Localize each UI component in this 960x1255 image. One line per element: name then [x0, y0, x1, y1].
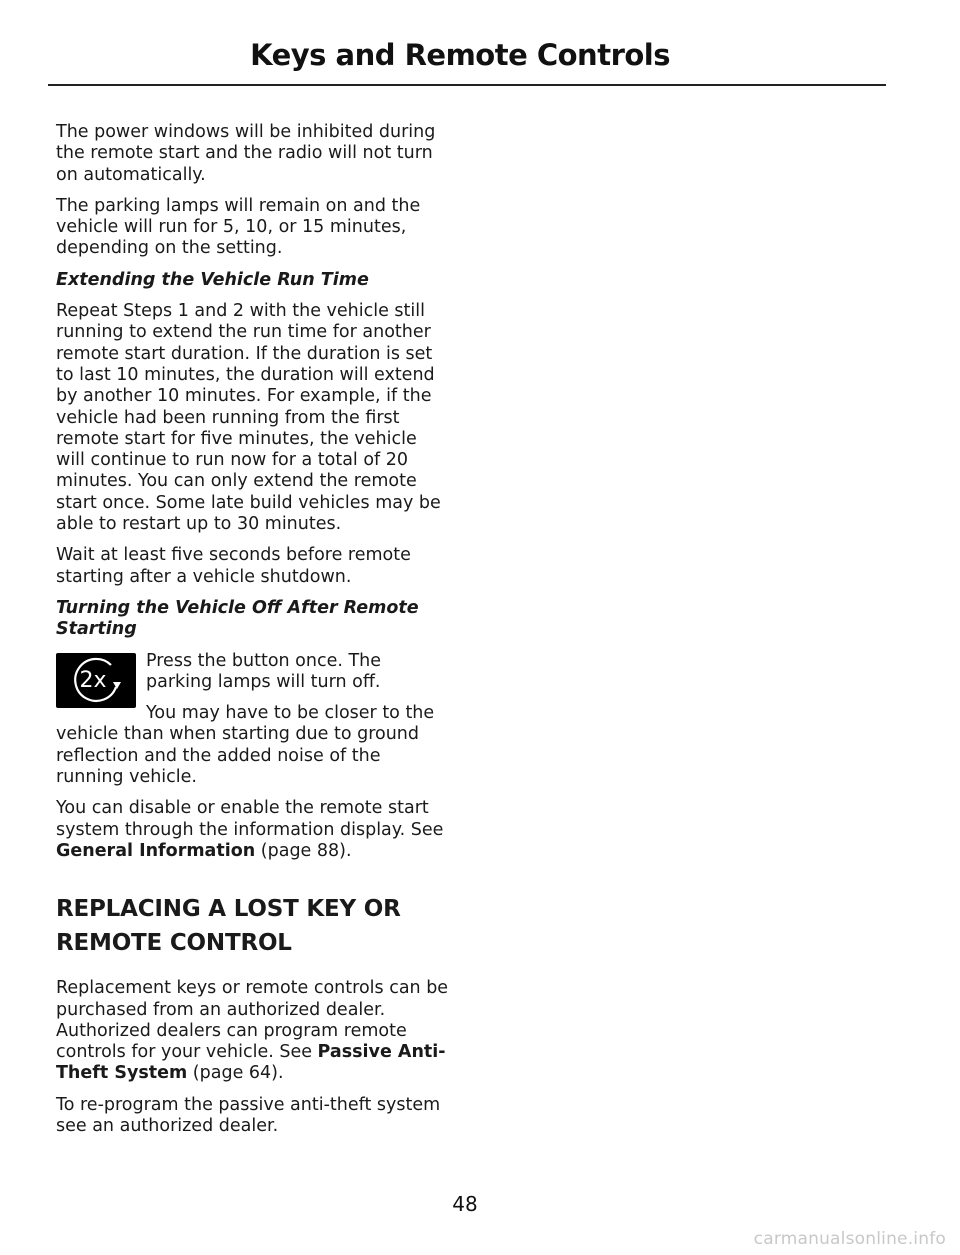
subheading-turning-off: Turning the Vehicle Off After Remote Starting: [56, 597, 419, 640]
paragraph-reprogram: To re-program the passive anti-theft system see an authorized dealer.: [56, 1094, 441, 1136]
paragraph-replacement-keys: [56, 978, 451, 1084]
paragraph-press-button: Press the button once. The parking lamps will turn off.: [146, 650, 382, 692]
paragraph-wait: Wait at least five seconds before remote starting after a vehicle shutdown.: [56, 545, 411, 587]
link-general-information[interactable]: General Information: [56, 840, 256, 861]
text-page-ref-64: (page 64).: [187, 1063, 284, 1084]
section-heading-line2: REMOTE CONTROL: [56, 930, 292, 957]
watermark: carmanualsonline.info: [753, 1229, 946, 1249]
paragraph-closer-vehicle: You may have to be closer to the vehicle than when starting due to ground reflection and the added noise of the running vehicle.: [56, 703, 435, 788]
text-page-ref: (page 88).: [255, 840, 352, 861]
paragraph-extend-steps: Repeat Steps 1 and 2 with the vehicle still running to extend the run time for another remote start duration. If the duration is set to last 10 minutes, the duration will extend by another 10 minutes. For example, if the vehicle had been running from the first remote start for five minutes, the vehicle will continue to run now for a total of 20 minutes. You can only extend the remote start once. Some late build vehicles may be able to restart up to 30 minutes.: [56, 301, 441, 535]
section-heading-replacing-key: [56, 892, 451, 960]
page-number: 48: [452, 1192, 478, 1216]
main-column: [56, 122, 451, 1147]
text-replacement: Replacement keys or remote controls can be purchased from an authorized dealer. Authorized dealers can program remote controls for your vehicle. See: [56, 978, 449, 1063]
link-passive-anti-theft[interactable]: Passive Anti-Theft System: [56, 1042, 446, 1084]
paragraph-parking-lamps: The parking lamps will remain on and the vehicle will run for 5, 10, or 15 minutes, depending on the setting.: [56, 195, 421, 259]
subheading-extending-run-time: Extending the Vehicle Run Time: [56, 269, 369, 290]
section-heading-line1: REPLACING A LOST KEY OR: [56, 896, 401, 923]
page-header-title: Keys and Remote Controls: [250, 38, 670, 72]
paragraph-power-windows: The power windows will be inhibited during the remote start and the radio will not turn on automatically.: [56, 122, 436, 185]
remote-start-button-icon: [56, 653, 136, 708]
text-see: You can disable or enable the remote start system through the information display. See: [56, 798, 444, 840]
header-divider: [48, 84, 886, 86]
icon-2x-label: 2x: [79, 667, 107, 693]
paragraph-disable-enable: [56, 798, 451, 862]
